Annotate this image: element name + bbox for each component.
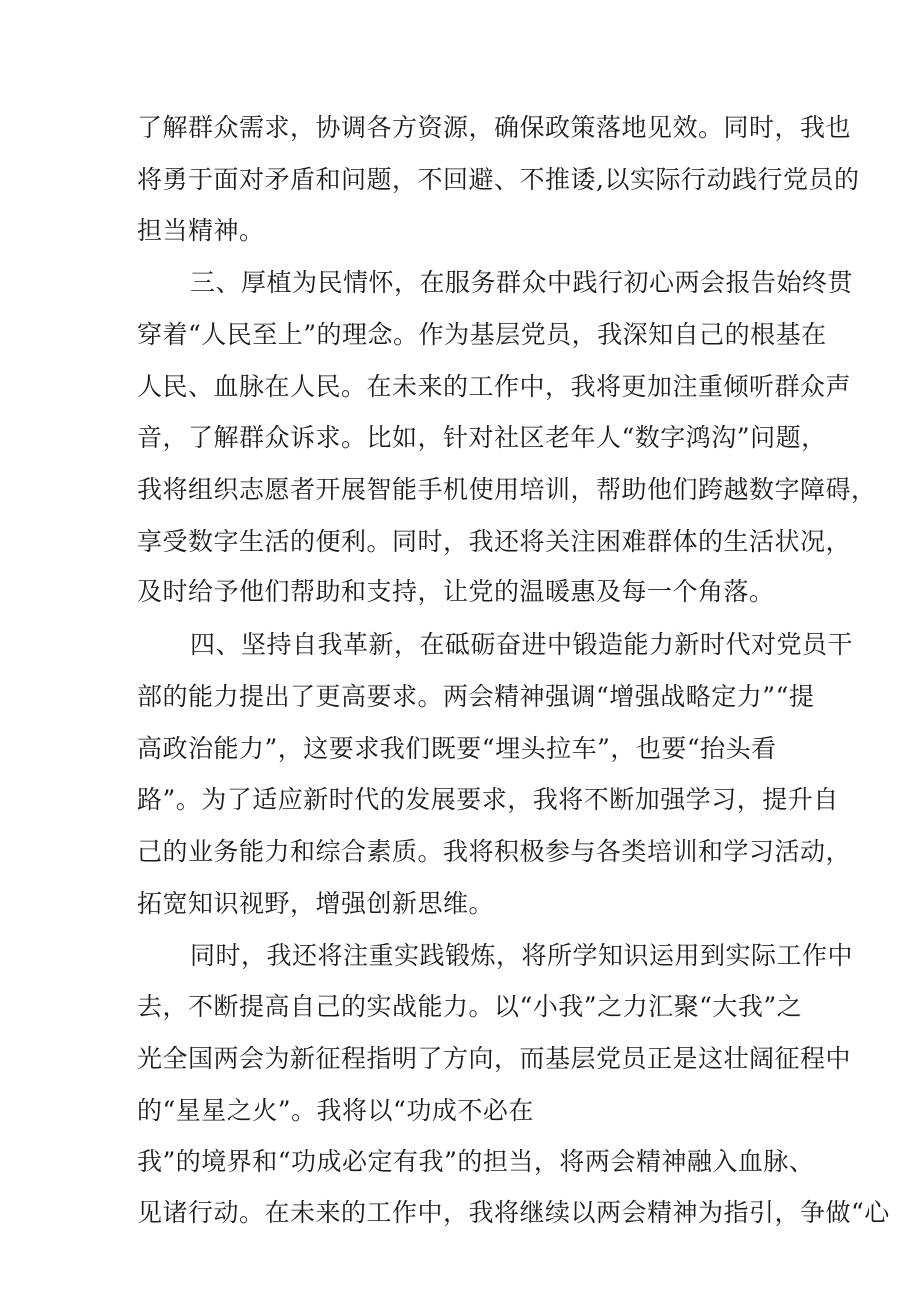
text-line: 将勇于面对矛盾和问题，不回避、不推诿,以实际行动践行党员的 [137, 165, 860, 194]
text-line: 去，不断提高自己的实战能力。以“小我”之力汇聚“大我”之 [137, 992, 803, 1021]
text-line: 的“星星之火”。我将以“功成不必在 [137, 1096, 534, 1125]
text-line: 了解群众需求，协调各方资源，确保政策落地见效。同时，我也 [137, 113, 852, 142]
text-line: 路”。为了适应新时代的发展要求，我将不断加强学习，提升自 [137, 785, 839, 814]
text-line: 人民、血脉在人民。在未来的工作中，我将更加注重倾听群众声 [137, 372, 852, 401]
text-line: 拓宽知识视野，增强创新思维。 [137, 889, 495, 918]
text-line: 穿着“人民至上”的理念。作为基层党员，我深知自己的根基在 [137, 320, 827, 349]
text-line: 高政治能力”，这要求我们既要“埋头拉车”，也要“抬头看 [137, 734, 777, 763]
text-line: 音，了解群众诉求。比如，针对社区老年人“数字鸿沟”问题， [137, 423, 827, 452]
paragraph-first-line: 同时，我还将注重实践锻炼，将所学知识运用到实际工作中 [190, 941, 854, 970]
text-line: 部的能力提出了更高要求。两会精神强调“增强战略定力”“提 [137, 682, 815, 711]
text-line: 见诸行动。在未来的工作中，我将继续以两会精神为指引，争做“心 [137, 1198, 890, 1227]
text-line: 我将组织志愿者开展智能手机使用培训，帮助他们跨越数字障碍， [137, 475, 877, 504]
paragraph-heading-line: 四、坚持自我革新，在砥砺奋进中锻造能力新时代对党员干 [190, 630, 854, 659]
text-line: 己的业务能力和综合素质。我将积极参与各类培训和学习活动， [137, 837, 852, 866]
text-line: 担当精神。 [137, 216, 265, 245]
text-line: 享受数字生活的便利。同时，我还将关注困难群体的生活状况， [137, 527, 852, 556]
paragraph-heading-line: 三、厚植为民情怀，在服务群众中践行初心两会报告始终贯 [190, 268, 854, 297]
text-line: 及时给予他们帮助和支持，让党的温暖惠及每一个角落。 [137, 577, 775, 606]
text-line: 光全国两会为新征程指明了方向，而基层党员正是这壮阔征程中 [137, 1044, 852, 1073]
text-line: 我”的境界和“功成必定有我”的担当，将两会精神融入血脉、 [137, 1147, 815, 1176]
